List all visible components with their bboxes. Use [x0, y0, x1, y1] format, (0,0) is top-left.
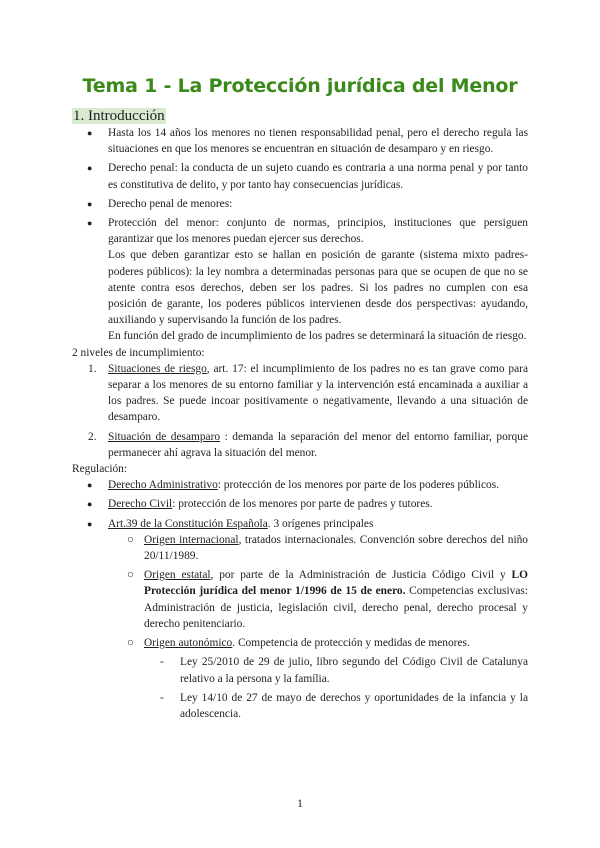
sub-bullet-item — [72, 635, 528, 651]
bullet-marker: ● — [87, 499, 93, 510]
document-title: Tema 1 - La Protección jurídica del Menor — [82, 75, 518, 97]
regulation-text: : protección de los menores por parte de padres y tutores. — [172, 498, 433, 511]
numbered-item — [72, 361, 528, 426]
number-marker: 2. — [88, 430, 97, 443]
bullet-text: Derecho penal: la conducta de un sujeto cuando es contraria a una norma penal y por tanto es constitutiva de delito, y por tanto hay consecuencias jurídicas. — [108, 162, 528, 191]
circle-marker: ○ — [127, 637, 134, 650]
dash-marker: - — [160, 656, 164, 669]
bullet-item — [72, 496, 528, 512]
regulation-term: Derecho Civil — [108, 498, 173, 511]
numbered-item — [72, 429, 528, 461]
bullet-text: Hasta los 14 años los menores no tienen responsabilidad penal, pero el derecho regula las situaciones en que los menores se encuentran en situación de desamparo y en riesgo. — [108, 127, 528, 156]
bullet-item — [72, 477, 528, 493]
origin-text: , por parte de la Administración de Justicia Código Civil y — [210, 569, 512, 582]
origin-term: Origen autonómico — [144, 637, 233, 650]
number-marker: 1. — [88, 362, 97, 375]
origin-law-bold: LO Protección jurídica del menor 1/1996 de 15 de enero. — [144, 569, 528, 598]
bullet-item — [72, 125, 528, 157]
level-text: : demanda la separación del menor del entorno familiar, porque permanecer ahí agrava la situación del menor. — [108, 430, 529, 459]
bullet-marker: ● — [87, 128, 93, 138]
origin-term: Origen internacional — [144, 533, 239, 546]
bullet-marker: ● — [87, 198, 93, 209]
paragraph: En función del grado de incumplimiento de los padres se determinará la situación de riesgo. — [108, 330, 527, 343]
dash-marker: - — [160, 691, 164, 704]
regulation-text: : protección de los menores por parte de los poderes públicos. — [217, 479, 499, 492]
sub-bullet-item — [72, 567, 528, 632]
section-heading-text: 1. Introducción — [73, 108, 165, 124]
regulation-text: . 3 orígenes principales — [267, 517, 374, 530]
level-text: , art. 17: el incumplimiento de los padres no es tan grave como para separar a los menores de su entorno familiar y la intervención está encaminada a auxiliar a los padres. Se puede incoar positivamente o negativamente, llevando a una situación de desamparo. — [108, 362, 528, 424]
law-text: Ley 25/2010 de 29 de julio, libro segundo del Código Civil de Catalunya relativo a la persona y la família. — [180, 656, 528, 685]
level-term: Situación de desamparo — [108, 430, 221, 443]
regulation-term: Art.39 de la Constitución Española — [108, 517, 268, 530]
circle-marker: ○ — [127, 569, 134, 582]
origin-text: , tratados internacionales. Convención sobre derechos del niño 20/11/1989. — [144, 533, 529, 563]
regulation-heading: Regulación: — [72, 463, 128, 476]
origin-term: Origen estatal — [144, 569, 211, 582]
bullet-text: Protección del menor: conjunto de normas, principios, instituciones que persiguen garantizar que los menores puedan ejercer sus derechos. — [108, 217, 528, 246]
section-heading — [72, 106, 166, 126]
regulation-term: Derecho Administrativo — [108, 479, 218, 492]
bullet-text: Derecho penal de menores: — [108, 197, 233, 210]
paragraph: Los que deben garantizar esto se hallan en posición de garante (sistema mixto padres-poderes públicos): la ley nombra a determinadas personas para que se ocupen de que no se atente contra esos derechos, deben ser los padres. Si los padres no cumplen con esa posición de garante, los poderes públicos intervienen desde dos perspectivas: ayudando, auxiliando y supervisando la función de los padres. — [108, 249, 528, 327]
origin-text: Competencias exclusivas: Administración de justicia, legislación civil, derecho penal, derecho procesal y derecho penitenciario. — [144, 585, 529, 630]
law-text: Ley 14/10 de 27 de mayo de derechos y oportunidades de la infancia y la adolescencia. — [180, 691, 528, 720]
document-body — [72, 125, 528, 722]
page-number: 1 — [297, 796, 303, 810]
bullet-marker: ● — [87, 218, 93, 229]
bullet-item — [72, 215, 528, 247]
levels-heading: 2 niveles de incumplimiento: — [72, 346, 205, 359]
circle-marker: ○ — [127, 533, 134, 546]
sub-bullet-item — [72, 532, 528, 564]
bullet-marker: ● — [87, 480, 93, 491]
dash-item — [72, 654, 528, 686]
dash-item — [72, 690, 528, 722]
bullet-item — [72, 516, 528, 532]
bullet-marker: ● — [87, 163, 93, 174]
bullet-item — [72, 160, 528, 192]
bullet-marker: ● — [87, 518, 93, 529]
origin-text: . Competencia de protección y medidas de menores. — [232, 637, 470, 650]
bullet-item — [72, 196, 528, 212]
level-term: Situaciones de riesgo — [108, 362, 207, 375]
